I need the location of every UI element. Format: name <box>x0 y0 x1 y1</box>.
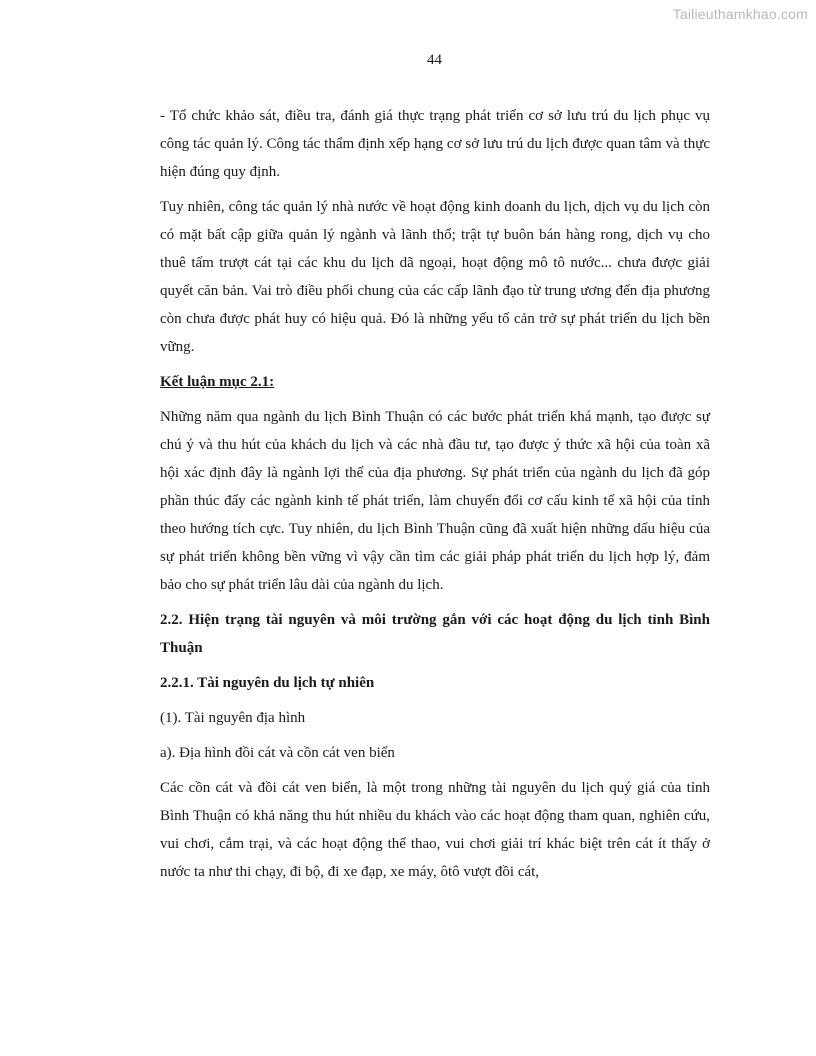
heading-section-2-2-1: 2.2.1. Tài nguyên du lịch tự nhiên <box>160 675 375 691</box>
list-item-terrain: (1). Tài nguyên địa hình <box>160 710 306 726</box>
paragraph-management: Tuy nhiên, công tác quản lý nhà nước về hoạt động kinh doanh du lịch, dịch vụ du lịch còn có mặt bất cập giữa quản lý ngành và lãnh thổ; trật tự buôn bán hàng rong, dịch vụ cho thuê tấm trượt cát tại các khu du lịch dã ngoại, hoạt động mô tô nước... chưa được giải quyết căn bản. Vai trò điều phối chung của các cấp lãnh đạo từ trung ương đến địa phương còn chưa được phát huy có hiệu quả. Đó là những yếu tố cản trở sự phát triển du lịch bền vững. <box>160 199 710 355</box>
list-item-sand-dunes: a). Địa hình đồi cát và cồn cát ven biển <box>160 745 395 761</box>
paragraph-survey: - Tổ chức khảo sát, điều tra, đánh giá thực trạng phát triển cơ sở lưu trú du lịch phục vụ công tác quản lý. Công tác thẩm định xếp hạng cơ sở lưu trú du lịch được quan tâm và thực hiện đúng quy định. <box>160 108 710 180</box>
page-number: 44 <box>427 52 442 68</box>
paragraph-conclusion: Những năm qua ngành du lịch Bình Thuận có các bước phát triển khá mạnh, tạo được sự chú ý và thu hút của khách du lịch và các nhà đầu tư, tạo được ý thức xã hội của toàn xã hội xác định đây là ngành lợi thế của địa phương. Sự phát triển của ngành du lịch đã góp phần thúc đẩy các ngành kinh tế phát triển, làm chuyển đổi cơ cấu kinh tế xã hội của tỉnh theo hướng tích cực. Tuy nhiên, du lịch Bình Thuận cũng đã xuất hiện những dấu hiệu của sự phát triển không bền vững vì vậy cần tìm các giải pháp phát triển du lịch hợp lý, đảm bảo cho sự phát triển lâu dài của ngành du lịch. <box>160 409 710 593</box>
heading-conclusion: Kết luận mục 2.1: <box>160 374 275 390</box>
watermark: Tailieuthamkhao.com <box>672 6 808 22</box>
heading-section-2-2: 2.2. Hiện trạng tài nguyên và môi trường gắn với các hoạt động du lịch tỉnh Bình Thuận <box>160 612 710 656</box>
paragraph-sand-dunes: Các cồn cát và đồi cát ven biển, là một trong những tài nguyên du lịch quý giá của tỉnh Bình Thuận có khả năng thu hút nhiều du khách vào các hoạt động tham quan, nghiên cứu, vui chơi, cắm trại, và các hoạt động thể thao, vui chơi giải trí khác biệt trên cát ít thấy ở nước ta như thi chạy, đi bộ, đi xe đạp, xe máy, ôtô vượt đồi cát, <box>160 780 710 880</box>
document-body <box>160 102 710 893</box>
